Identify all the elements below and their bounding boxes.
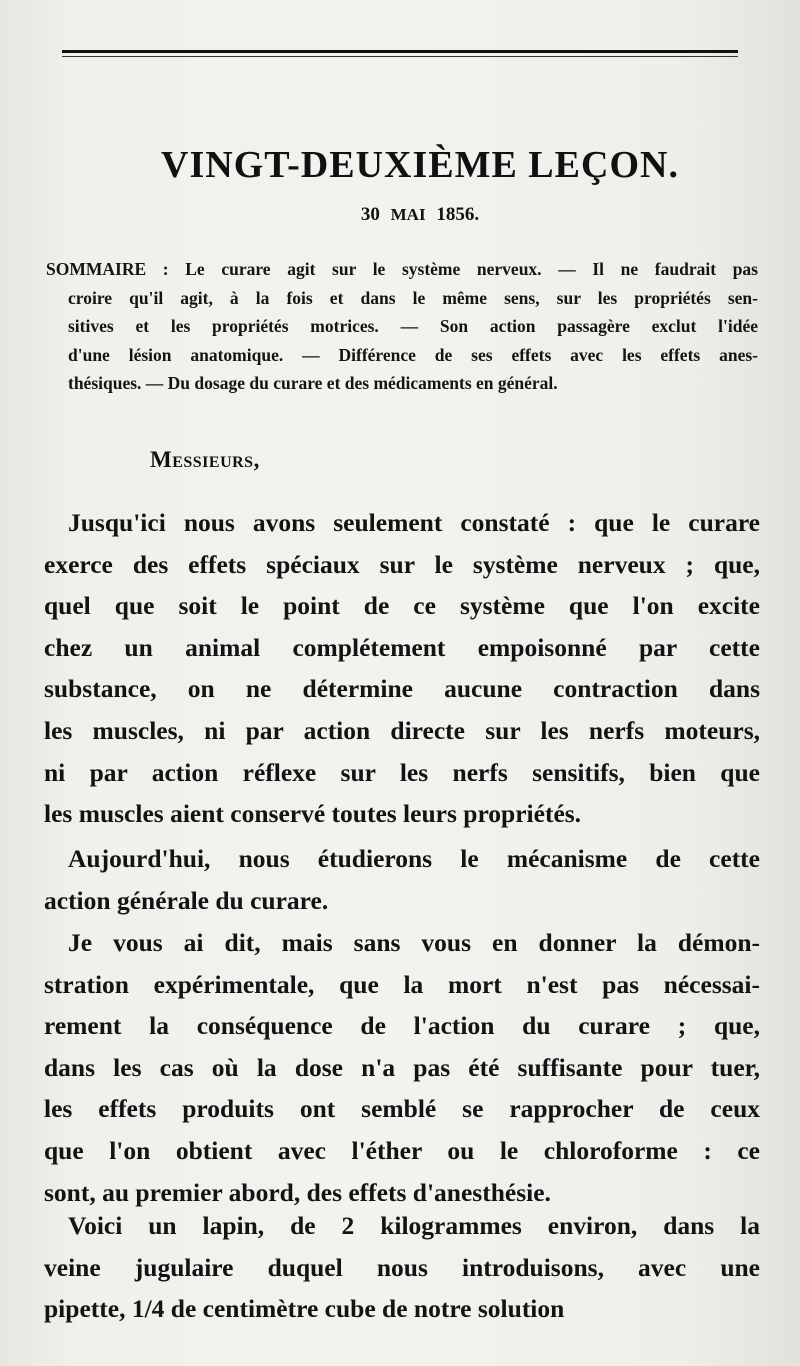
text-line: veine jugulaire duquel nous introduisons, avec une [44, 1252, 760, 1282]
text-line: rement la conséquence de l'action du curare ; que, [44, 1011, 760, 1041]
summary-line: SOMMAIRE : Le curare agit sur le système nerveux. — Il ne faudrait pas [46, 259, 758, 279]
text-line: chez un animal complétement empoisonné par cette [44, 632, 760, 662]
text-line: les muscles aient conservé toutes leurs propriétés. [44, 799, 582, 829]
lesson-title: VINGT-DEUXIÈME LEÇON. [161, 144, 679, 186]
text-line: Voici un lapin, de 2 kilogrammes environ, dans la [68, 1211, 760, 1240]
text-line: Aujourd'hui, nous étudierons le mécanisme de cette [68, 844, 760, 873]
paragraph-4 [44, 1205, 760, 1330]
summary-line: sitives et les propriétés motrices. — Son action passagère exclut l'idée [68, 316, 758, 336]
header-rule [62, 50, 738, 53]
text-line: action générale du curare. [44, 885, 329, 915]
salutation: Messieurs, [150, 447, 260, 472]
paragraph-2 [44, 838, 760, 921]
paragraph-3 [44, 922, 760, 1213]
text-line: stration expérimentale, que la mort n'est pas nécessai- [44, 969, 760, 999]
date-month: MAI [390, 205, 426, 224]
summary-line: thésiques. — Du dosage du curare et des médicaments en général. [68, 373, 558, 393]
text-line: quel que soit le point de ce système que l'on excite [44, 591, 760, 621]
text-line: substance, on ne détermine aucune contraction dans [44, 674, 760, 704]
text-line: exerce des effets spéciaux sur le système nerveux ; que, [44, 549, 760, 579]
summary-line: croire qu'il agit, à la fois et dans le même sens, sur les propriétés sen- [68, 287, 758, 308]
text-line: pipette, 1/4 de centimètre cube de notre solution [44, 1294, 565, 1324]
text-line: les muscles, ni par action directe sur les nerfs moteurs, [44, 715, 760, 745]
text-line: ni par action réflexe sur les nerfs sensitifs, bien que [44, 757, 760, 787]
paragraph-1 [44, 502, 760, 835]
bleed-through-running-head [62, 28, 738, 49]
text-line: Je vous ai dit, mais sans vous en donner la démon- [68, 928, 760, 957]
summary-line: d'une lésion anatomique. — Différence de ses effets avec les effets anes- [68, 344, 758, 365]
text-line: que l'on obtient avec l'éther ou le chloroforme : ce [44, 1135, 760, 1165]
text-line: Jusqu'ici nous avons seulement constaté : que le curare [68, 508, 760, 537]
text-line: dans les cas où la dose n'a pas été suffisante pour tuer, [44, 1052, 760, 1082]
lesson-summary [46, 255, 758, 398]
date-day: 30 [360, 204, 380, 225]
text-line: les effets produits ont semblé se rapprocher de ceux [44, 1094, 760, 1124]
lesson-date [60, 204, 780, 226]
text-line: sont, au premier abord, des effets d'anesthésie. [44, 1177, 551, 1207]
date-year: 1856. [436, 204, 480, 225]
